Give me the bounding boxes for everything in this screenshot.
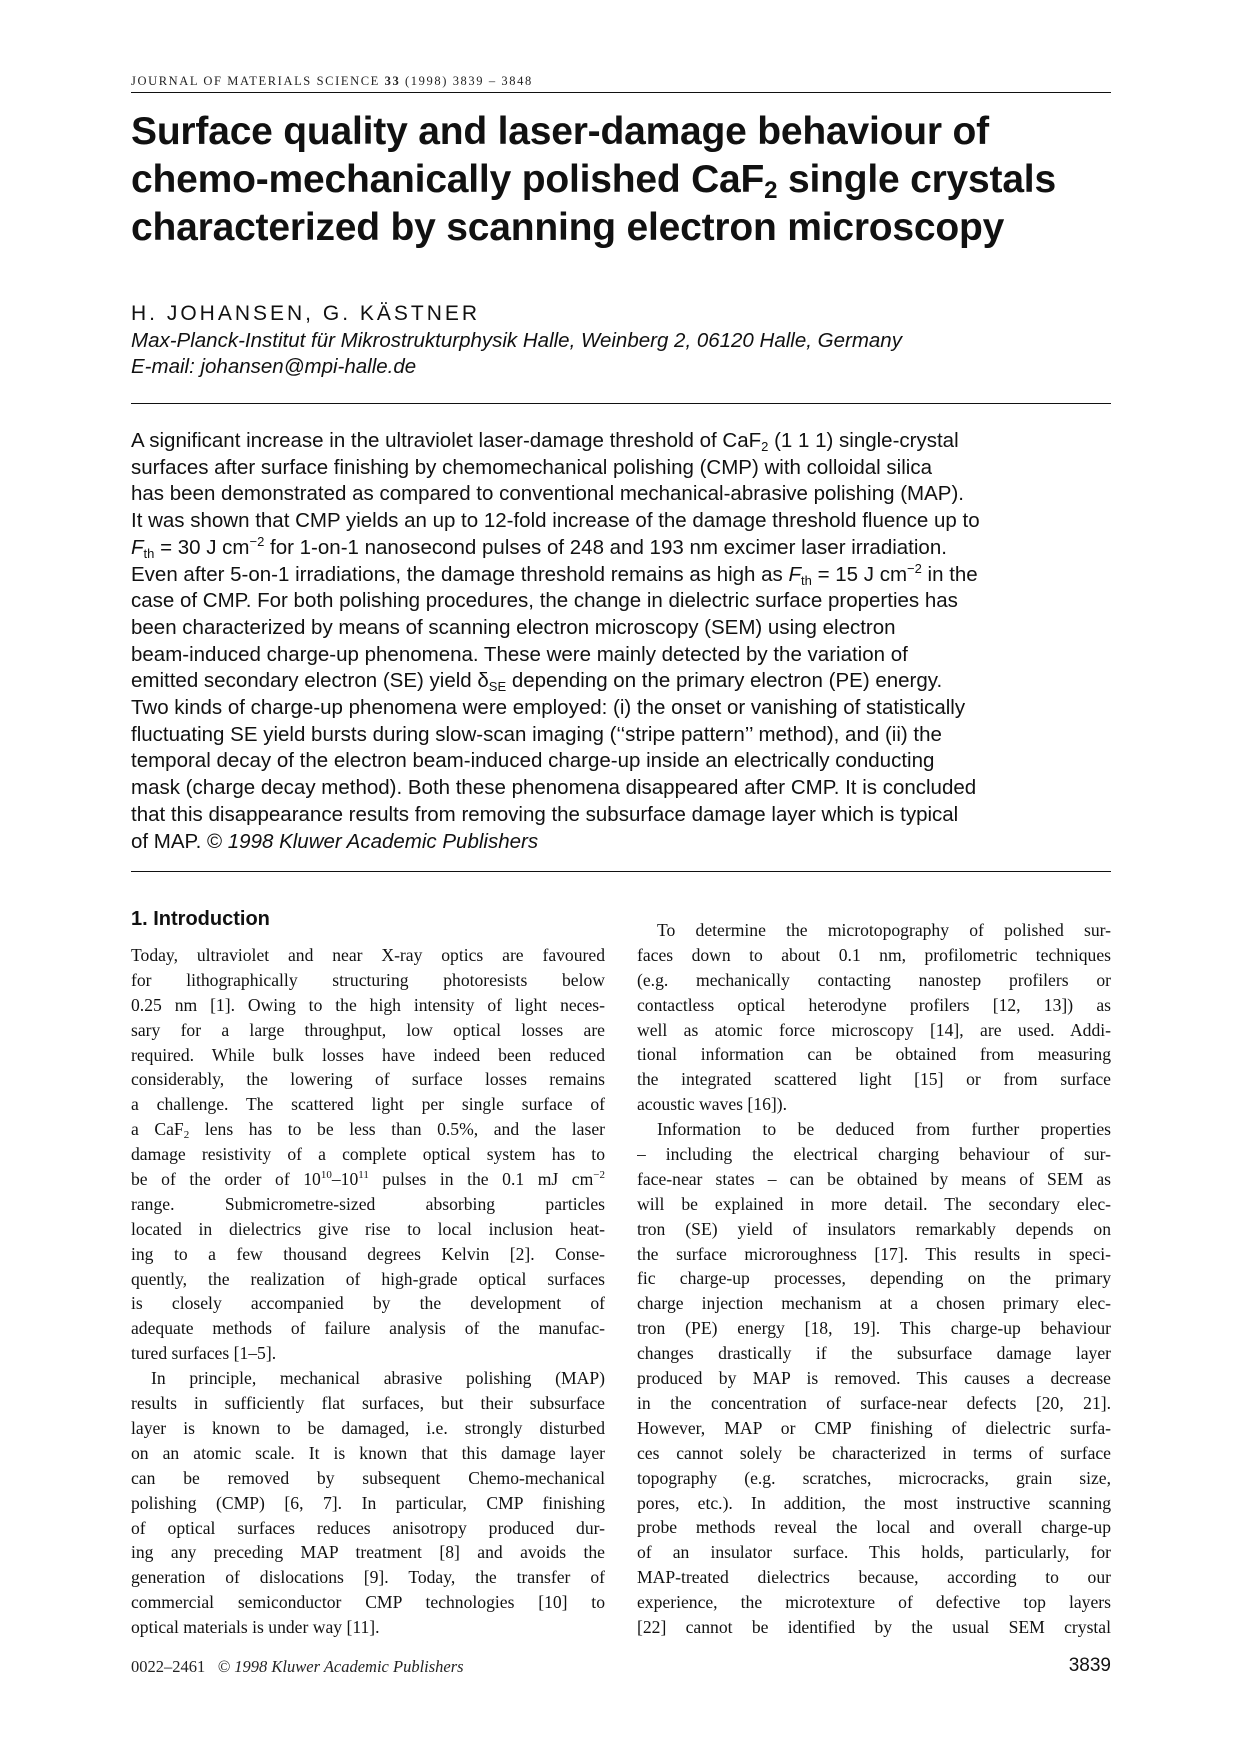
body-line: ing any preceding MAP treatment [8] and avoids the	[131, 1542, 605, 1563]
body-line: ces cannot solely be characterized in terms of surface	[637, 1442, 1111, 1463]
author-email: E-mail: johansen@mpi-halle.de	[131, 355, 417, 378]
abstract-line: emitted secondary electron (SE) yield $\delta_{SE}$ depending on the primary electron (PE) energy.	[131, 669, 943, 695]
abstract-line: $F_{th} = 30$ J $cm^{-2}$ for 1-on-1 nanosecond pulses of 248 and 193 nm excimer laser irradiation.	[131, 533, 947, 561]
affiliation: Max-Planck-Institut für Mikrostrukturphysik Halle, Weinberg 2, 06120 Halle, Germany	[131, 329, 902, 352]
body-line: pores, etc.). In addition, the most instructive scanning	[637, 1492, 1111, 1513]
body-line: on an atomic scale. It is known that this damage layer	[131, 1442, 605, 1463]
body-line: commercial semiconductor CMP technologies [10] to	[131, 1592, 605, 1613]
body-line: polishing (CMP) [6, 7]. In particular, CMP finishing	[131, 1492, 605, 1513]
abstract-line: been characterized by means of scanning electron microscopy (SEM) using electron	[131, 615, 896, 639]
affiliation-block	[131, 328, 1111, 380]
body-line: layer is known to be damaged, i.e. strongly disturbed	[131, 1417, 605, 1438]
body-line: considerably, the lowering of surface losses remains	[131, 1069, 605, 1090]
body-line: can be removed by subsequent Chemo-mechanical	[131, 1467, 605, 1488]
abstract-line: Even after 5-on-1 irradiations, the damage threshold remains as high as $F_{th} = 15$ J $cm^{-2}$ in the	[131, 560, 978, 588]
body-line: the integrated scattered light [15] or from surface	[637, 1069, 1111, 1090]
body-line: In principle, mechanical abrasive polishing (MAP)	[151, 1368, 605, 1389]
abstract-line: mask (charge decay method). Both these phenomena disappeared after CMP. It is concluded	[131, 776, 977, 800]
body-line: contactless optical heterodyne profilers [12, 13]) as	[637, 994, 1111, 1015]
title-line-2-tail: single crystals	[777, 158, 1056, 201]
body-line: topography (e.g. scratches, microcracks, grain size,	[637, 1467, 1111, 1488]
body-line: (e.g. mechanically contacting nanostep profilers or	[637, 969, 1111, 990]
journal-year-pages: (1998) 3839 – 3848	[405, 74, 533, 88]
body-line: tional information can be obtained from measuring	[637, 1044, 1111, 1065]
abstract-line: of MAP. © 1998 Kluwer Academic Publishers	[131, 829, 539, 853]
body-line: a CaF$_2$ lens has to be less than 0.5%, and the laser	[131, 1119, 605, 1142]
body-line: in the concentration of surface-near defects [20, 21].	[637, 1392, 1111, 1413]
title-subscript: 2	[764, 177, 778, 204]
body-line: [22] cannot be identified by the usual SEM crystal	[637, 1616, 1111, 1637]
body-line: adequate methods of failure analysis of the manufac-	[131, 1318, 605, 1339]
header-rule	[131, 92, 1111, 93]
title-line-3: characterized by scanning electron microscopy	[131, 206, 1005, 249]
title-line-1: Surface quality and laser-damage behaviour of	[131, 110, 989, 153]
body-line: – including the electrical charging behaviour of sur-	[637, 1144, 1111, 1165]
body-line: However, MAP or CMP finishing of dielectric surfa-	[637, 1417, 1111, 1438]
body-line: range. Submicrometre-sized absorbing particles	[131, 1193, 605, 1214]
body-line: required. While bulk losses have indeed been reduced	[131, 1044, 605, 1065]
body-line: quently, the realization of high-grade optical surfaces	[131, 1268, 605, 1289]
body-line: Information to be deduced from further properties	[657, 1119, 1111, 1140]
body-line: charge injection mechanism at a chosen primary elec-	[637, 1293, 1111, 1314]
body-line: experience, the microtexture of defective top layers	[637, 1592, 1111, 1613]
abstract	[131, 428, 1116, 855]
body-line: tron (SE) yield of insulators remarkably depends on	[637, 1218, 1111, 1239]
abstract-bottom-rule	[131, 871, 1111, 872]
body-line: well as atomic force microscopy [14], are used. Addi-	[637, 1019, 1111, 1040]
body-line: damage resistivity of a complete optical system has to	[131, 1144, 605, 1165]
abstract-line: fluctuating SE yield bursts during slow-scan imaging (‘‘stripe pattern’’ method), and (ii) the	[131, 722, 942, 746]
paper-title	[131, 108, 1111, 252]
page-number: 3839	[1068, 1655, 1111, 1676]
body-line: probe methods reveal the local and overall charge-up	[637, 1517, 1111, 1538]
body-line: fic charge-up processes, depending on the primary	[637, 1268, 1111, 1289]
abstract-line: has been demonstrated as compared to conventional mechanical-abrasive polishing (MAP).	[131, 482, 964, 506]
running-head	[131, 74, 1111, 89]
body-line: sary for a large throughput, low optical losses are	[131, 1019, 605, 1040]
body-line: is closely accompanied by the development of	[131, 1293, 605, 1314]
body-line: generation of dislocations [9]. Today, the transfer of	[131, 1567, 605, 1588]
abstract-line: case of CMP. For both polishing procedures, the change in dielectric surface properties has	[131, 589, 958, 613]
abstract-top-rule	[131, 403, 1111, 404]
title-line-2	[131, 156, 1111, 204]
body-line: located in dielectrics give rise to local inclusion heat-	[131, 1218, 605, 1239]
body-line: tured surfaces [1–5].	[131, 1343, 277, 1364]
body-line: be of the order of $10^{10}-10^{11}$ pulses in the 0.1 mJ $cm^{-2}$	[131, 1169, 605, 1190]
body-line: will be explained in more detail. The secondary elec-	[637, 1193, 1111, 1214]
abstract-line: Two kinds of charge-up phenomena were employed: (i) the onset or vanishing of statistically	[131, 696, 966, 720]
section-heading-introduction: 1. Introduction	[131, 908, 270, 930]
title-line-2-text: chemo-mechanically polished CaF	[131, 158, 765, 201]
body-line: MAP-treated dielectrics because, according to our	[637, 1567, 1111, 1588]
footer-copyright: © 1998 Kluwer Academic Publishers	[217, 1657, 464, 1676]
body-line: Today, ultraviolet and near X-ray optics are favoured	[131, 945, 605, 965]
body-line: optical materials is under way [11].	[131, 1617, 380, 1638]
body-line: produced by MAP is removed. This causes a decrease	[637, 1368, 1111, 1389]
abstract-line: beam-induced charge-up phenomena. These were mainly detected by the variation of	[131, 642, 908, 666]
body-line: face-near states – can be obtained by means of SEM as	[637, 1168, 1111, 1189]
author-list: H. JOHANSEN, G. KÄSTNER	[131, 302, 481, 325]
issn: 0022–2461	[131, 1657, 206, 1676]
abstract-line: surfaces after surface finishing by chemomechanical polishing (CMP) with colloidal silica	[131, 455, 932, 479]
body-line: the surface microroughness [17]. This results in speci-	[637, 1243, 1111, 1264]
journal-name: JOURNAL OF MATERIALS SCIENCE	[131, 74, 380, 88]
body-line: of optical surfaces reduces anisotropy produced dur-	[131, 1517, 605, 1538]
body-line: 0.25 nm [1]. Owing to the high intensity of light neces-	[131, 994, 605, 1015]
abstract-line: that this disappearance results from removing the subsurface damage layer which is typical	[131, 802, 959, 826]
abstract-line: temporal decay of the electron beam-induced charge-up inside an electrically conducting	[131, 749, 935, 773]
body-line: To determine the microtopography of polished sur-	[657, 920, 1111, 940]
body-line: a challenge. The scattered light per single surface of	[131, 1094, 605, 1115]
abstract-line: It was shown that CMP yields an up to 12-fold increase of the damage threshold fluence up to	[131, 509, 980, 533]
body-line: acoustic waves [16]).	[637, 1094, 787, 1115]
right-column	[637, 918, 1111, 1640]
body-line: tron (PE) energy [18, 19]. This charge-up behaviour	[637, 1318, 1111, 1339]
footer-issn-copyright	[131, 1657, 464, 1677]
body-line: for lithographically structuring photoresists below	[131, 969, 605, 990]
journal-volume: 33	[384, 74, 401, 88]
body-line: ing to a few thousand degrees Kelvin [2]. Conse-	[131, 1243, 605, 1264]
body-line: faces down to about 0.1 nm, profilometric techniques	[637, 944, 1111, 965]
abstract-line: A significant increase in the ultraviolet laser-damage threshold of CaF$_2$ (1 1 1) single-crystal	[131, 429, 959, 454]
body-line: results in sufficiently flat surfaces, but their subsurface	[131, 1393, 605, 1414]
body-line: of an insulator surface. This holds, particularly, for	[637, 1542, 1111, 1563]
body-line: changes drastically if the subsurface damage layer	[637, 1343, 1111, 1364]
left-column	[131, 943, 605, 1640]
